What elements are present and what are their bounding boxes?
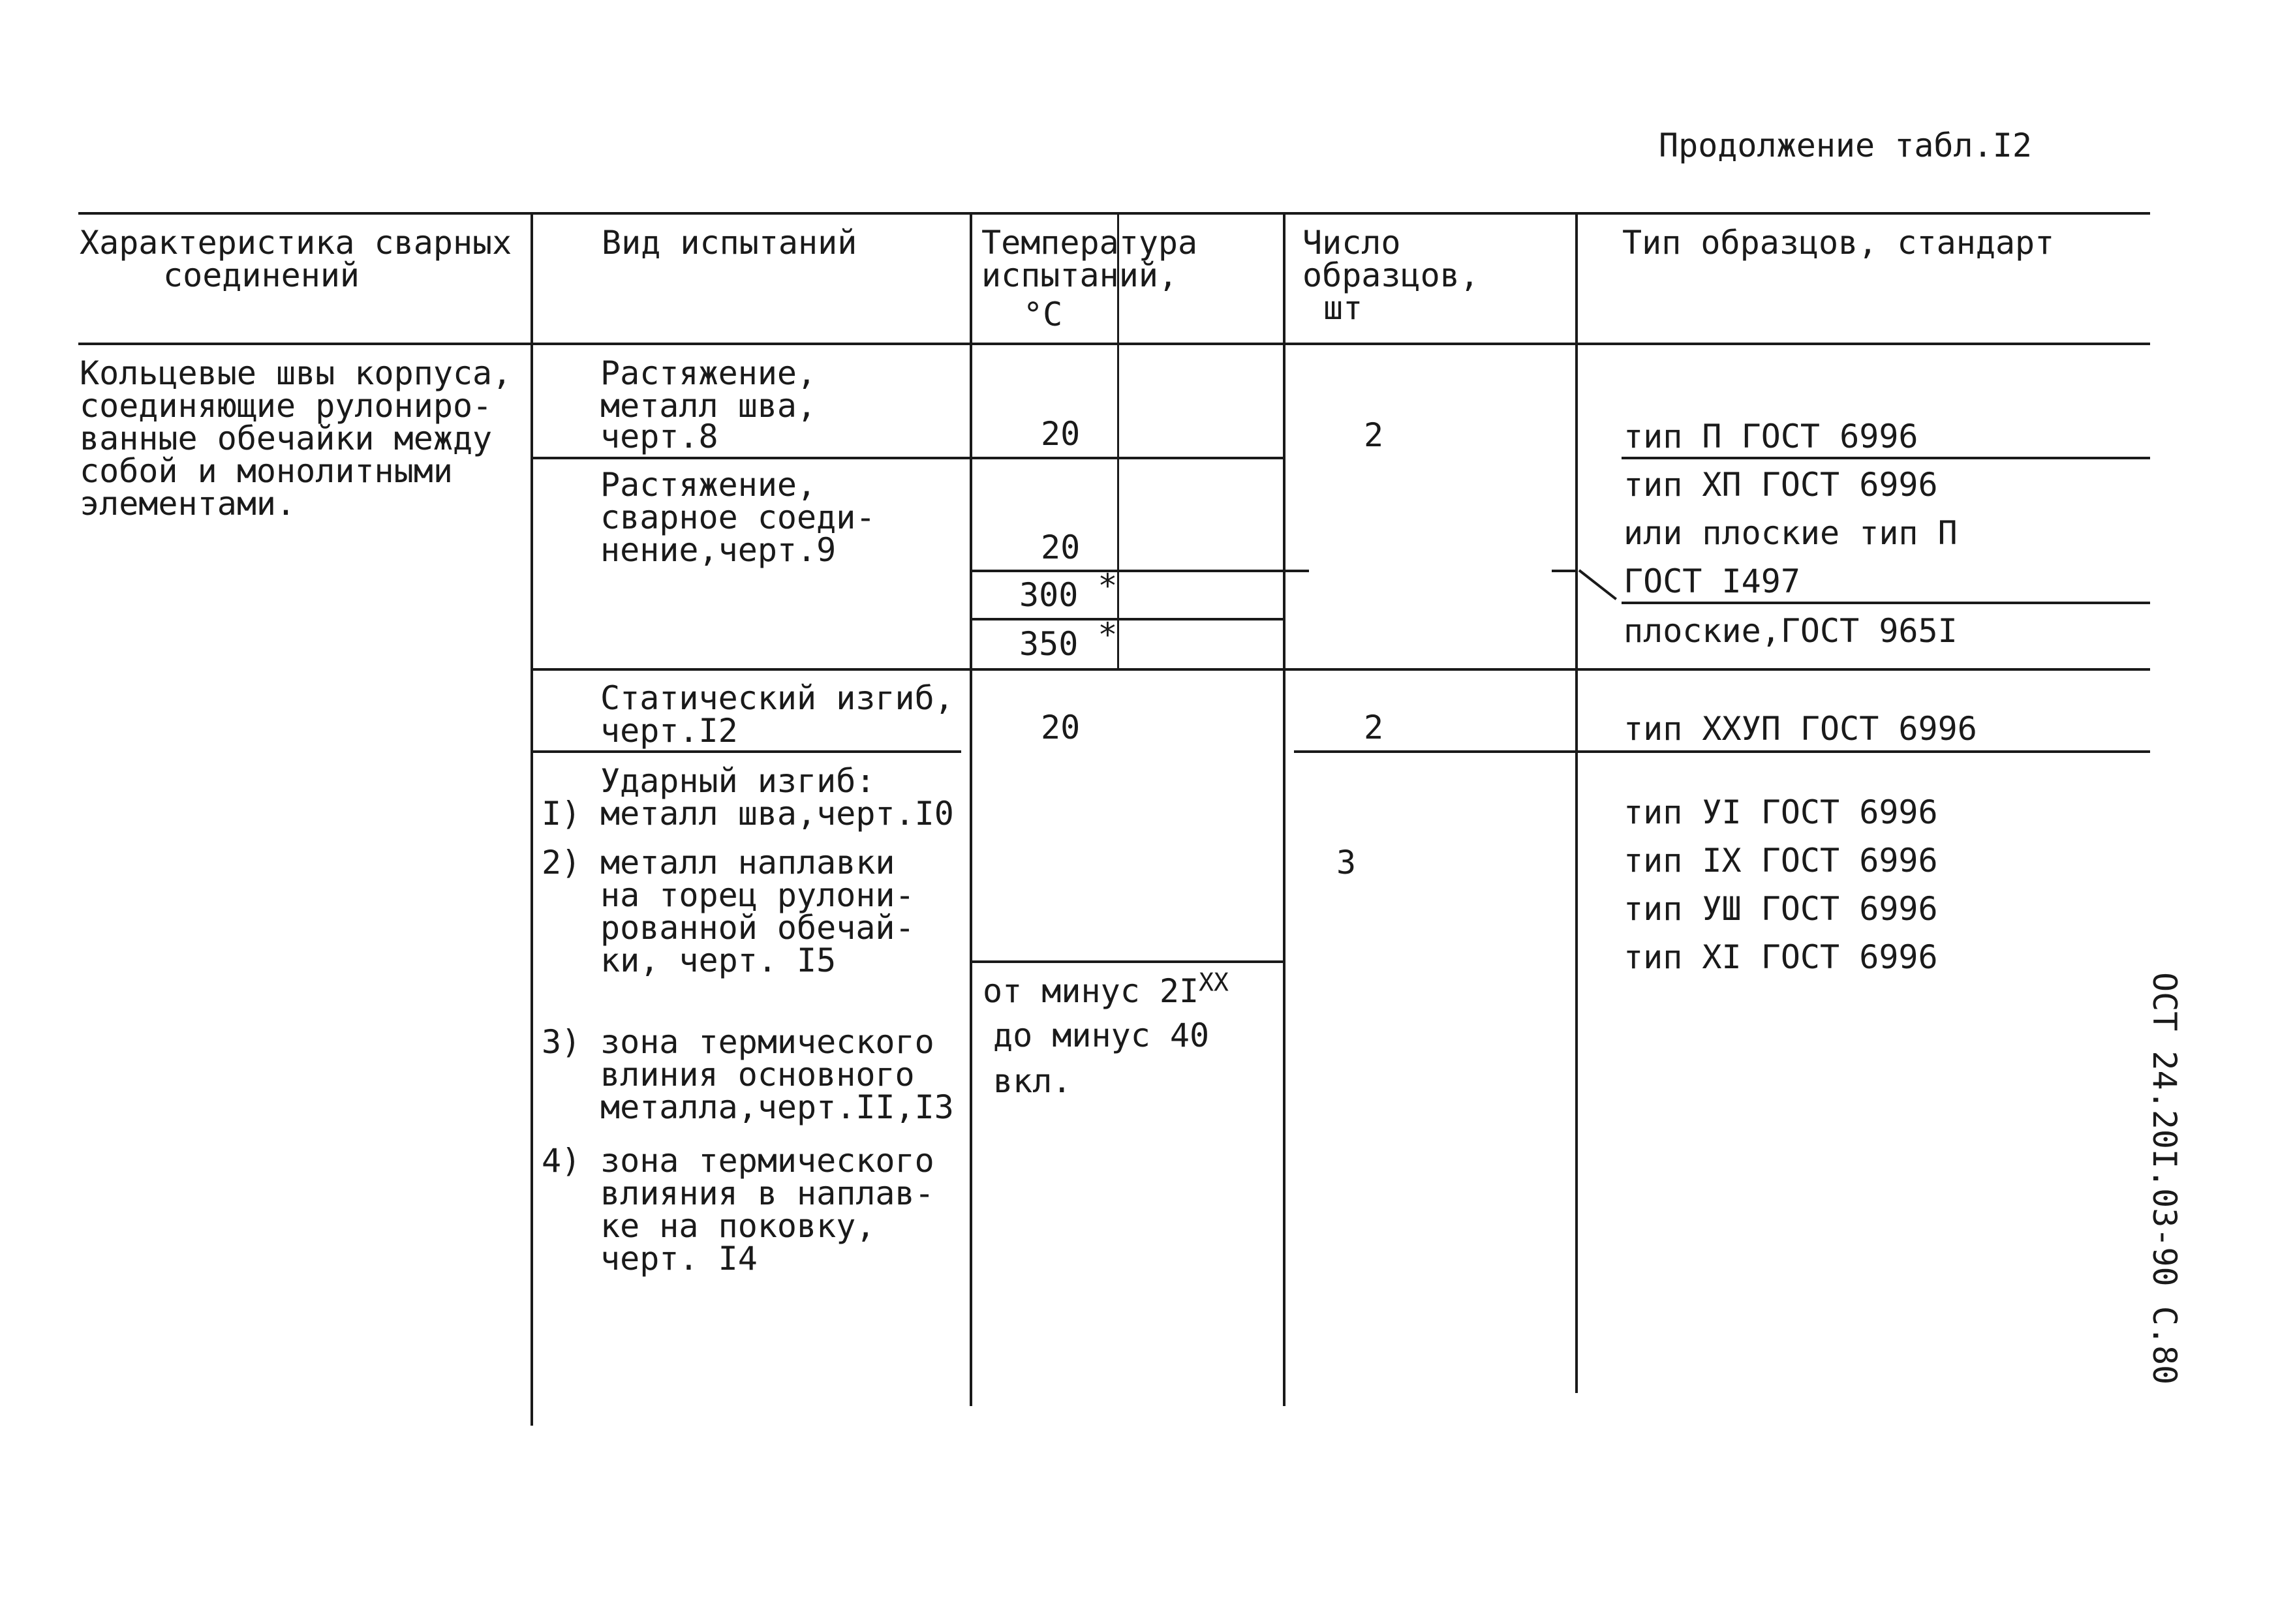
row-rule-5-right xyxy=(1294,750,2150,753)
row-rule-4 xyxy=(531,668,2150,671)
test-4-title: Ударный изгиб: xyxy=(600,762,876,800)
row-rule-2-left xyxy=(1552,570,1575,572)
test-4-3-line-2: влиния основного xyxy=(600,1056,915,1094)
temp-row-3: 300 * xyxy=(1019,567,1118,614)
header-test-type: Вид испытаний xyxy=(602,224,857,262)
col-divider-2 xyxy=(970,212,972,1406)
temp-row-4: 350 * xyxy=(1019,616,1118,663)
test-2-line-1: Растяжение, xyxy=(600,466,817,504)
test-2-line-2: сварное соеди- xyxy=(600,498,876,536)
col-divider-1 xyxy=(531,212,533,1426)
header-temperature-2: испытаний, xyxy=(981,256,1178,294)
test-4-2-line-4: ки, черт. I5 xyxy=(600,942,837,979)
header-temperature-unit: °C xyxy=(1023,296,1063,333)
test-3-line-1: Статический изгиб, xyxy=(600,679,954,717)
temp-row-1: 20 xyxy=(1041,415,1081,453)
col-divider-3 xyxy=(1283,212,1285,1406)
test-4-1-line-1: металл шва,черт.I0 xyxy=(600,795,954,833)
row-rule-2-right xyxy=(1622,602,2150,604)
count-2: 2 xyxy=(1364,709,1384,746)
type-5: плоские,ГОСТ 965I xyxy=(1624,612,1958,650)
temp-row-5: 20 xyxy=(1041,709,1081,746)
test-4-4-num: 4) xyxy=(542,1142,581,1180)
temp-row-2: 20 xyxy=(1041,529,1081,566)
test-4-2-line-3: рованной обечай- xyxy=(600,909,915,947)
header-sample-type: Тип образцов, стандарт xyxy=(1622,224,2055,262)
table-caption: Продолжение табл.I2 xyxy=(1659,127,2032,164)
test-4-1-num: I) xyxy=(542,795,581,833)
test-4-2-line-1: металл наплавки xyxy=(600,844,895,881)
test-1-line-1: Растяжение, xyxy=(600,354,817,392)
row-rule-1 xyxy=(531,457,1284,459)
row-rule-5 xyxy=(531,750,961,753)
col-divider-4 xyxy=(1575,212,1578,1393)
test-2-line-3: нение,черт.9 xyxy=(600,531,837,569)
test-1-line-2: металл шва, xyxy=(600,387,817,425)
row-rule-6 xyxy=(970,960,1283,963)
header-count-1: Число xyxy=(1302,224,1401,262)
characteristic-line-1: Кольцевые швы корпуса, xyxy=(80,354,512,392)
type-4: ГОСТ I497 xyxy=(1624,562,1800,600)
temp-row-6-line-1: от минус $2I^{XX}$ xyxy=(983,968,1229,1010)
type-3: или плоские тип П xyxy=(1624,514,1958,552)
type-7: тип УI ГОСТ 6996 xyxy=(1624,793,1938,831)
characteristic-line-2: соединяющие рулониро- xyxy=(80,387,493,425)
test-4-3-num: 3) xyxy=(542,1023,581,1061)
header-count-unit: шт xyxy=(1323,289,1363,327)
test-4-3-line-1: зона термического xyxy=(600,1023,934,1061)
diagonal-stroke xyxy=(1578,569,1617,600)
test-4-4-line-1: зона термического xyxy=(600,1142,934,1180)
header-count-2: образцов, xyxy=(1302,256,1479,294)
temp-row-6-line-2: до минус 40 xyxy=(993,1017,1210,1054)
temp-row-6-footnote: XX xyxy=(1199,968,1229,997)
test-4-2-num: 2) xyxy=(542,844,581,881)
characteristic-line-5: элементами. xyxy=(80,485,296,523)
test-4-3-line-3: металла,черт.II,I3 xyxy=(600,1088,954,1126)
row-rule-2 xyxy=(970,570,1309,572)
row-rule-3 xyxy=(970,618,1283,620)
test-4-4-line-3: ке на поковку, xyxy=(600,1207,876,1245)
header-characteristic-1: Характеристика сварных xyxy=(80,224,512,262)
count-1: 2 xyxy=(1364,416,1384,454)
type-1: тип П ГОСТ 6996 xyxy=(1624,418,1918,455)
type-10: тип ХI ГОСТ 6996 xyxy=(1624,938,1938,976)
type-6: тип ХХУП ГОСТ 6996 xyxy=(1624,710,1977,748)
characteristic-line-3: ванные обечайки между xyxy=(80,420,493,457)
header-bottom-rule xyxy=(78,343,2150,345)
header-temperature-1: Температура xyxy=(981,224,1198,262)
type-2: тип ХП ГОСТ 6996 xyxy=(1624,466,1938,504)
test-1-line-3: черт.8 xyxy=(600,418,718,455)
document-code-label: ОСТ 24.20I.03-90 С.80 xyxy=(2146,972,2183,1385)
header-characteristic-2: соединений xyxy=(163,256,360,294)
temp-row-6-line-3: вкл. xyxy=(993,1062,1072,1100)
test-4-2-line-2: на торец рулони- xyxy=(600,876,915,914)
test-4-4-line-4: черт. I4 xyxy=(600,1240,758,1278)
row-rule-1-right xyxy=(1622,457,2150,459)
type-9: тип УШ ГОСТ 6996 xyxy=(1624,890,1938,928)
type-8: тип IХ ГОСТ 6996 xyxy=(1624,842,1938,880)
top-rule xyxy=(78,212,2150,215)
count-3: 3 xyxy=(1336,844,1357,881)
test-3-line-2: черт.I2 xyxy=(600,712,738,750)
characteristic-line-4: собой и монолитными xyxy=(80,452,453,490)
test-4-4-line-2: влияния в наплав- xyxy=(600,1174,934,1212)
